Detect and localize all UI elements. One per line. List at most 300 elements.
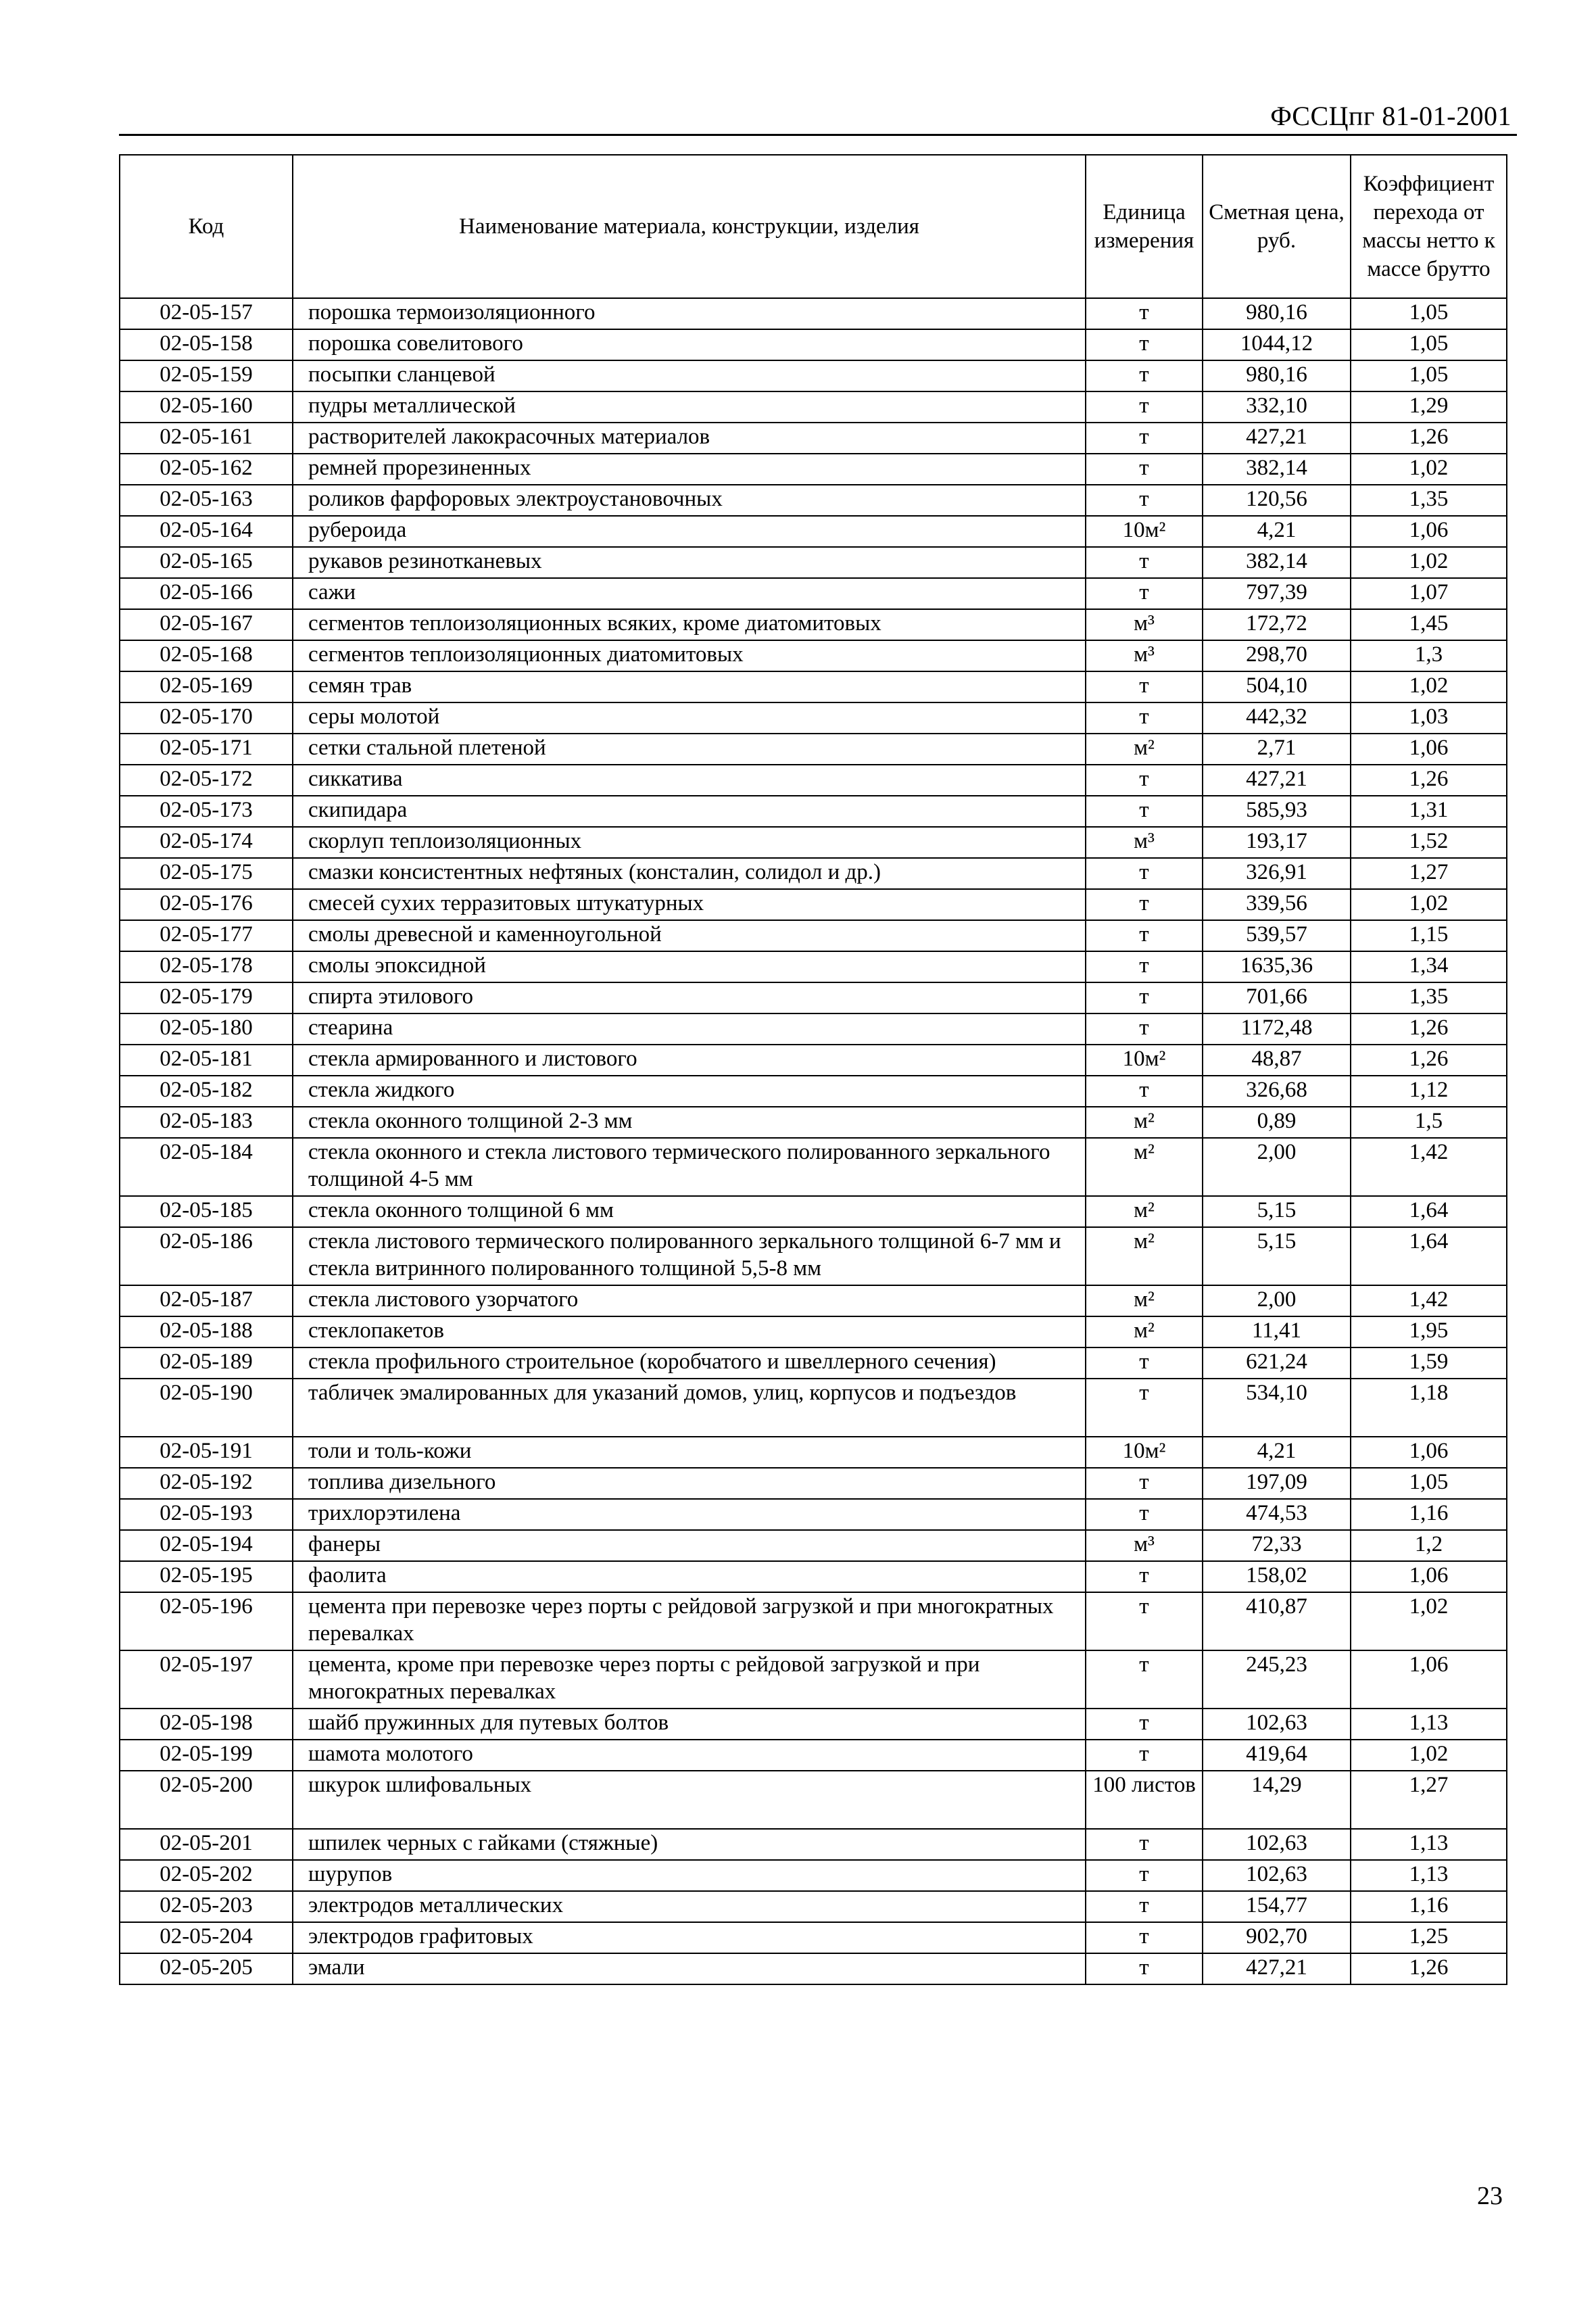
- cell-price: 1172,48: [1203, 1013, 1351, 1045]
- cell-price: 193,17: [1203, 827, 1351, 858]
- cell-code: 02-05-175: [120, 858, 293, 889]
- table-row: [120, 1650, 1507, 1709]
- cell-price: 2,00: [1203, 1285, 1351, 1316]
- cell-material-name: семян трав: [293, 671, 1086, 702]
- cell-material-name: стекла армированного и листового: [293, 1045, 1086, 1076]
- cell-code: 02-05-170: [120, 702, 293, 734]
- cell-code: 02-05-195: [120, 1561, 293, 1592]
- cell-coefficient: 1,16: [1351, 1891, 1507, 1922]
- cell-unit: т: [1086, 671, 1203, 702]
- cell-material-name: стеарина: [293, 1013, 1086, 1045]
- cell-code: 02-05-188: [120, 1316, 293, 1347]
- cell-coefficient: 1,35: [1351, 982, 1507, 1013]
- cell-price: 5,15: [1203, 1227, 1351, 1285]
- cell-price: 382,14: [1203, 454, 1351, 485]
- cell-material-name: серы молотой: [293, 702, 1086, 734]
- header-code: Код: [120, 155, 293, 298]
- cell-material-name: сиккатива: [293, 765, 1086, 796]
- cell-code: 02-05-177: [120, 920, 293, 951]
- cell-material-name: фаолита: [293, 1561, 1086, 1592]
- cell-code: 02-05-164: [120, 516, 293, 547]
- cell-code: 02-05-157: [120, 298, 293, 329]
- cell-unit: м³: [1086, 827, 1203, 858]
- cell-coefficient: 1,26: [1351, 423, 1507, 454]
- cell-code: 02-05-174: [120, 827, 293, 858]
- table-row: [120, 640, 1507, 671]
- cell-unit: т: [1086, 982, 1203, 1013]
- cell-code: 02-05-196: [120, 1592, 293, 1650]
- cell-coefficient: 1,42: [1351, 1285, 1507, 1316]
- cell-price: 172,72: [1203, 609, 1351, 640]
- cell-unit: т: [1086, 920, 1203, 951]
- cell-coefficient: 1,95: [1351, 1316, 1507, 1347]
- table-row: [120, 1138, 1507, 1196]
- cell-material-name: шурупов: [293, 1860, 1086, 1891]
- cell-code: 02-05-179: [120, 982, 293, 1013]
- header-unit: Единица измерения: [1086, 155, 1203, 298]
- cell-material-name: ремней прорезиненных: [293, 454, 1086, 485]
- cell-price: 980,16: [1203, 298, 1351, 329]
- cell-coefficient: 1,02: [1351, 1740, 1507, 1771]
- cell-unit: м²: [1086, 1227, 1203, 1285]
- table-row: [120, 1076, 1507, 1107]
- cell-coefficient: 1,15: [1351, 920, 1507, 951]
- cell-unit: 10м²: [1086, 1437, 1203, 1468]
- table-row: [120, 671, 1507, 702]
- cell-material-name: шамота молотого: [293, 1740, 1086, 1771]
- cell-price: 102,63: [1203, 1829, 1351, 1860]
- cell-price: 11,41: [1203, 1316, 1351, 1347]
- cell-coefficient: 1,13: [1351, 1709, 1507, 1740]
- cell-price: 442,32: [1203, 702, 1351, 734]
- table-row: [120, 1891, 1507, 1922]
- table-body: [120, 298, 1507, 1984]
- cell-price: 197,09: [1203, 1468, 1351, 1499]
- cell-price: 298,70: [1203, 640, 1351, 671]
- cell-unit: т: [1086, 1076, 1203, 1107]
- cell-price: 72,33: [1203, 1530, 1351, 1561]
- cell-unit: т: [1086, 1891, 1203, 1922]
- cell-material-name: растворителей лакокрасочных материалов: [293, 423, 1086, 454]
- cell-unit: т: [1086, 485, 1203, 516]
- table-row: [120, 920, 1507, 951]
- cell-code: 02-05-159: [120, 360, 293, 391]
- table-row: [120, 1829, 1507, 1860]
- cell-code: 02-05-182: [120, 1076, 293, 1107]
- materials-price-table: [119, 154, 1507, 1985]
- table-row: [120, 1107, 1507, 1138]
- cell-price: 382,14: [1203, 547, 1351, 578]
- cell-coefficient: 1,59: [1351, 1347, 1507, 1379]
- cell-coefficient: 1,31: [1351, 796, 1507, 827]
- table-row: [120, 889, 1507, 920]
- cell-unit: т: [1086, 1953, 1203, 1984]
- cell-material-name: стекла профильного строительное (коробчатого и швеллерного сечения): [293, 1347, 1086, 1379]
- document-header: [119, 95, 1517, 136]
- cell-price: 902,70: [1203, 1922, 1351, 1953]
- cell-code: 02-05-169: [120, 671, 293, 702]
- cell-material-name: эмали: [293, 1953, 1086, 1984]
- cell-price: 2,00: [1203, 1138, 1351, 1196]
- cell-coefficient: 1,26: [1351, 1953, 1507, 1984]
- cell-material-name: стекла оконного толщиной 6 мм: [293, 1196, 1086, 1227]
- cell-unit: т: [1086, 1499, 1203, 1530]
- table-row: [120, 1530, 1507, 1561]
- cell-material-name: смесей сухих терразитовых штукатурных: [293, 889, 1086, 920]
- cell-material-name: скорлуп теплоизоляционных: [293, 827, 1086, 858]
- cell-price: 1635,36: [1203, 951, 1351, 982]
- cell-coefficient: 1,2: [1351, 1530, 1507, 1561]
- cell-material-name: электродов металлических: [293, 1891, 1086, 1922]
- cell-code: 02-05-201: [120, 1829, 293, 1860]
- table-row: [120, 329, 1507, 360]
- cell-code: 02-05-190: [120, 1379, 293, 1437]
- cell-code: 02-05-193: [120, 1499, 293, 1530]
- cell-unit: т: [1086, 391, 1203, 423]
- cell-unit: м²: [1086, 1138, 1203, 1196]
- cell-code: 02-05-191: [120, 1437, 293, 1468]
- cell-unit: т: [1086, 858, 1203, 889]
- cell-code: 02-05-185: [120, 1196, 293, 1227]
- table-row: [120, 1347, 1507, 1379]
- cell-coefficient: 1,02: [1351, 1592, 1507, 1650]
- cell-unit: м²: [1086, 1316, 1203, 1347]
- cell-unit: т: [1086, 1709, 1203, 1740]
- table-row: [120, 423, 1507, 454]
- table-row: [120, 1592, 1507, 1650]
- cell-unit: м²: [1086, 1107, 1203, 1138]
- cell-price: 0,89: [1203, 1107, 1351, 1138]
- cell-price: 120,56: [1203, 485, 1351, 516]
- cell-material-name: сажи: [293, 578, 1086, 609]
- cell-code: 02-05-180: [120, 1013, 293, 1045]
- cell-coefficient: 1,02: [1351, 547, 1507, 578]
- cell-price: 326,91: [1203, 858, 1351, 889]
- cell-unit: т: [1086, 889, 1203, 920]
- cell-code: 02-05-158: [120, 329, 293, 360]
- cell-unit: т: [1086, 1922, 1203, 1953]
- cell-unit: м²: [1086, 1196, 1203, 1227]
- cell-unit: т: [1086, 1013, 1203, 1045]
- cell-price: 504,10: [1203, 671, 1351, 702]
- table-row: [120, 1922, 1507, 1953]
- cell-code: 02-05-204: [120, 1922, 293, 1953]
- cell-coefficient: 1,05: [1351, 1468, 1507, 1499]
- cell-material-name: шайб пружинных для путевых болтов: [293, 1709, 1086, 1740]
- table-row: [120, 1045, 1507, 1076]
- cell-coefficient: 1,26: [1351, 765, 1507, 796]
- table-row: [120, 1379, 1507, 1437]
- cell-coefficient: 1,64: [1351, 1196, 1507, 1227]
- cell-coefficient: 1,34: [1351, 951, 1507, 982]
- table-row: [120, 1953, 1507, 1984]
- cell-price: 474,53: [1203, 1499, 1351, 1530]
- cell-unit: т: [1086, 1379, 1203, 1437]
- cell-code: 02-05-176: [120, 889, 293, 920]
- cell-material-name: табличек эмалированных для указаний домов, улиц, корпусов и подъездов: [293, 1379, 1086, 1437]
- table-row: [120, 298, 1507, 329]
- cell-unit: 10м²: [1086, 516, 1203, 547]
- document-code: ФССЦпг 81-01-2001: [1270, 101, 1512, 131]
- cell-coefficient: 1,02: [1351, 671, 1507, 702]
- cell-code: 02-05-161: [120, 423, 293, 454]
- cell-code: 02-05-166: [120, 578, 293, 609]
- cell-unit: т: [1086, 1592, 1203, 1650]
- table-row: [120, 1860, 1507, 1891]
- cell-code: 02-05-186: [120, 1227, 293, 1285]
- cell-code: 02-05-172: [120, 765, 293, 796]
- cell-coefficient: 1,06: [1351, 516, 1507, 547]
- cell-price: 14,29: [1203, 1771, 1351, 1829]
- cell-unit: т: [1086, 298, 1203, 329]
- table-row: [120, 796, 1507, 827]
- table-row: [120, 1771, 1507, 1829]
- cell-unit: т: [1086, 1740, 1203, 1771]
- cell-material-name: цемента, кроме при перевозке через порты с рейдовой загрузкой и при многократных перевалках: [293, 1650, 1086, 1709]
- table-row: [120, 485, 1507, 516]
- table-row: [120, 1709, 1507, 1740]
- cell-price: 5,15: [1203, 1196, 1351, 1227]
- cell-coefficient: 1,45: [1351, 609, 1507, 640]
- table-row: [120, 951, 1507, 982]
- cell-material-name: порошка совелитового: [293, 329, 1086, 360]
- cell-price: 4,21: [1203, 1437, 1351, 1468]
- cell-unit: 100 листов: [1086, 1771, 1203, 1829]
- cell-material-name: посыпки сланцевой: [293, 360, 1086, 391]
- cell-material-name: пудры металлической: [293, 391, 1086, 423]
- table-row: [120, 1468, 1507, 1499]
- cell-material-name: цемента при перевозке через порты с рейдовой загрузкой и при многократных перевалках: [293, 1592, 1086, 1650]
- header-price: Сметная цена, руб.: [1203, 155, 1351, 298]
- cell-price: 427,21: [1203, 423, 1351, 454]
- cell-material-name: спирта этилового: [293, 982, 1086, 1013]
- cell-coefficient: 1,25: [1351, 1922, 1507, 1953]
- cell-unit: 10м²: [1086, 1045, 1203, 1076]
- cell-code: 02-05-187: [120, 1285, 293, 1316]
- cell-material-name: топлива дизельного: [293, 1468, 1086, 1499]
- cell-code: 02-05-189: [120, 1347, 293, 1379]
- cell-price: 154,77: [1203, 1891, 1351, 1922]
- cell-price: 427,21: [1203, 765, 1351, 796]
- cell-code: 02-05-181: [120, 1045, 293, 1076]
- cell-unit: т: [1086, 1347, 1203, 1379]
- page-number: 23: [1477, 2182, 1503, 2210]
- cell-unit: т: [1086, 796, 1203, 827]
- cell-material-name: смазки консистентных нефтяных (консталин, солидол и др.): [293, 858, 1086, 889]
- cell-price: 701,66: [1203, 982, 1351, 1013]
- cell-material-name: толи и толь-кожи: [293, 1437, 1086, 1468]
- cell-material-name: роликов фарфоровых электроустановочных: [293, 485, 1086, 516]
- cell-coefficient: 1,5: [1351, 1107, 1507, 1138]
- cell-unit: т: [1086, 454, 1203, 485]
- cell-price: 621,24: [1203, 1347, 1351, 1379]
- table-row: [120, 360, 1507, 391]
- cell-coefficient: 1,26: [1351, 1013, 1507, 1045]
- cell-material-name: шпилек черных с гайками (стяжные): [293, 1829, 1086, 1860]
- cell-coefficient: 1,26: [1351, 1045, 1507, 1076]
- cell-unit: м²: [1086, 734, 1203, 765]
- cell-price: 534,10: [1203, 1379, 1351, 1437]
- table-row: [120, 982, 1507, 1013]
- cell-coefficient: 1,27: [1351, 1771, 1507, 1829]
- cell-unit: т: [1086, 1829, 1203, 1860]
- header-coefficient: Коэффициент перехода от массы нетто к массе брутто: [1351, 155, 1507, 298]
- cell-price: 245,23: [1203, 1650, 1351, 1709]
- cell-material-name: сегментов теплоизоляционных всяких, кроме диатомитовых: [293, 609, 1086, 640]
- cell-coefficient: 1,18: [1351, 1379, 1507, 1437]
- cell-code: 02-05-192: [120, 1468, 293, 1499]
- cell-coefficient: 1,05: [1351, 329, 1507, 360]
- cell-coefficient: 1,06: [1351, 1650, 1507, 1709]
- table-row: [120, 702, 1507, 734]
- table-row: [120, 734, 1507, 765]
- cell-code: 02-05-173: [120, 796, 293, 827]
- cell-code: 02-05-202: [120, 1860, 293, 1891]
- cell-material-name: стекла листового термического полированного зеркального толщиной 6-7 мм и стекла витринного полированного толщиной 5,5-8 мм: [293, 1227, 1086, 1285]
- cell-unit: т: [1086, 1860, 1203, 1891]
- table-row: [120, 1227, 1507, 1285]
- cell-unit: т: [1086, 1561, 1203, 1592]
- cell-unit: т: [1086, 765, 1203, 796]
- table-row: [120, 1285, 1507, 1316]
- cell-unit: т: [1086, 951, 1203, 982]
- cell-coefficient: 1,27: [1351, 858, 1507, 889]
- cell-code: 02-05-197: [120, 1650, 293, 1709]
- cell-material-name: стекла оконного толщиной 2-3 мм: [293, 1107, 1086, 1138]
- cell-coefficient: 1,35: [1351, 485, 1507, 516]
- cell-material-name: смолы эпоксидной: [293, 951, 1086, 982]
- cell-price: 339,56: [1203, 889, 1351, 920]
- cell-coefficient: 1,06: [1351, 1437, 1507, 1468]
- cell-unit: т: [1086, 702, 1203, 734]
- table-row: [120, 765, 1507, 796]
- table-row: [120, 1437, 1507, 1468]
- cell-code: 02-05-162: [120, 454, 293, 485]
- cell-price: 427,21: [1203, 1953, 1351, 1984]
- cell-material-name: рубероида: [293, 516, 1086, 547]
- cell-coefficient: 1,06: [1351, 1561, 1507, 1592]
- cell-price: 4,21: [1203, 516, 1351, 547]
- cell-coefficient: 1,3: [1351, 640, 1507, 671]
- table-row: [120, 858, 1507, 889]
- cell-material-name: шкурок шлифовальных: [293, 1771, 1086, 1829]
- cell-material-name: стеклопакетов: [293, 1316, 1086, 1347]
- cell-price: 102,63: [1203, 1709, 1351, 1740]
- cell-unit: т: [1086, 360, 1203, 391]
- cell-coefficient: 1,29: [1351, 391, 1507, 423]
- cell-code: 02-05-183: [120, 1107, 293, 1138]
- cell-coefficient: 1,06: [1351, 734, 1507, 765]
- cell-material-name: сегментов теплоизоляционных диатомитовых: [293, 640, 1086, 671]
- cell-material-name: трихлорэтилена: [293, 1499, 1086, 1530]
- cell-coefficient: 1,05: [1351, 298, 1507, 329]
- cell-code: 02-05-203: [120, 1891, 293, 1922]
- cell-material-name: стекла жидкого: [293, 1076, 1086, 1107]
- cell-price: 158,02: [1203, 1561, 1351, 1592]
- cell-material-name: стекла оконного и стекла листового термического полированного зеркального толщиной 4-5 мм: [293, 1138, 1086, 1196]
- cell-price: 48,87: [1203, 1045, 1351, 1076]
- cell-code: 02-05-167: [120, 609, 293, 640]
- table-row: [120, 1196, 1507, 1227]
- cell-code: 02-05-178: [120, 951, 293, 982]
- cell-material-name: электродов графитовых: [293, 1922, 1086, 1953]
- cell-unit: т: [1086, 423, 1203, 454]
- cell-price: 539,57: [1203, 920, 1351, 951]
- cell-unit: т: [1086, 1650, 1203, 1709]
- table-row: [120, 1013, 1507, 1045]
- cell-unit: м²: [1086, 1285, 1203, 1316]
- cell-price: 1044,12: [1203, 329, 1351, 360]
- table-row: [120, 547, 1507, 578]
- cell-unit: м³: [1086, 640, 1203, 671]
- cell-code: 02-05-184: [120, 1138, 293, 1196]
- cell-unit: м³: [1086, 1530, 1203, 1561]
- cell-code: 02-05-199: [120, 1740, 293, 1771]
- cell-code: 02-05-163: [120, 485, 293, 516]
- cell-price: 326,68: [1203, 1076, 1351, 1107]
- table-row: [120, 454, 1507, 485]
- cell-code: 02-05-171: [120, 734, 293, 765]
- cell-price: 332,10: [1203, 391, 1351, 423]
- cell-coefficient: 1,07: [1351, 578, 1507, 609]
- cell-unit: м³: [1086, 609, 1203, 640]
- table-row: [120, 827, 1507, 858]
- cell-coefficient: 1,52: [1351, 827, 1507, 858]
- cell-price: 410,87: [1203, 1592, 1351, 1650]
- cell-material-name: стекла листового узорчатого: [293, 1285, 1086, 1316]
- table-row: [120, 391, 1507, 423]
- cell-code: 02-05-198: [120, 1709, 293, 1740]
- cell-price: 585,93: [1203, 796, 1351, 827]
- table-header-row: [120, 155, 1507, 298]
- cell-coefficient: 1,05: [1351, 360, 1507, 391]
- cell-code: 02-05-160: [120, 391, 293, 423]
- cell-price: 102,63: [1203, 1860, 1351, 1891]
- cell-material-name: порошка термоизоляционного: [293, 298, 1086, 329]
- cell-price: 797,39: [1203, 578, 1351, 609]
- table-row: [120, 1740, 1507, 1771]
- cell-price: 980,16: [1203, 360, 1351, 391]
- table-row: [120, 578, 1507, 609]
- table-row: [120, 516, 1507, 547]
- cell-material-name: скипидара: [293, 796, 1086, 827]
- cell-price: 419,64: [1203, 1740, 1351, 1771]
- cell-coefficient: 1,13: [1351, 1860, 1507, 1891]
- cell-unit: т: [1086, 547, 1203, 578]
- cell-code: 02-05-200: [120, 1771, 293, 1829]
- cell-code: 02-05-168: [120, 640, 293, 671]
- cell-coefficient: 1,42: [1351, 1138, 1507, 1196]
- cell-code: 02-05-165: [120, 547, 293, 578]
- cell-unit: т: [1086, 329, 1203, 360]
- cell-coefficient: 1,12: [1351, 1076, 1507, 1107]
- table-row: [120, 609, 1507, 640]
- cell-coefficient: 1,02: [1351, 889, 1507, 920]
- table-row: [120, 1316, 1507, 1347]
- cell-material-name: фанеры: [293, 1530, 1086, 1561]
- cell-coefficient: 1,02: [1351, 454, 1507, 485]
- cell-material-name: рукавов резинотканевых: [293, 547, 1086, 578]
- cell-unit: т: [1086, 1468, 1203, 1499]
- cell-unit: т: [1086, 578, 1203, 609]
- table-row: [120, 1561, 1507, 1592]
- header-name: Наименование материала, конструкции, изделия: [293, 155, 1086, 298]
- cell-coefficient: 1,13: [1351, 1829, 1507, 1860]
- table-row: [120, 1499, 1507, 1530]
- cell-coefficient: 1,03: [1351, 702, 1507, 734]
- cell-coefficient: 1,16: [1351, 1499, 1507, 1530]
- cell-price: 2,71: [1203, 734, 1351, 765]
